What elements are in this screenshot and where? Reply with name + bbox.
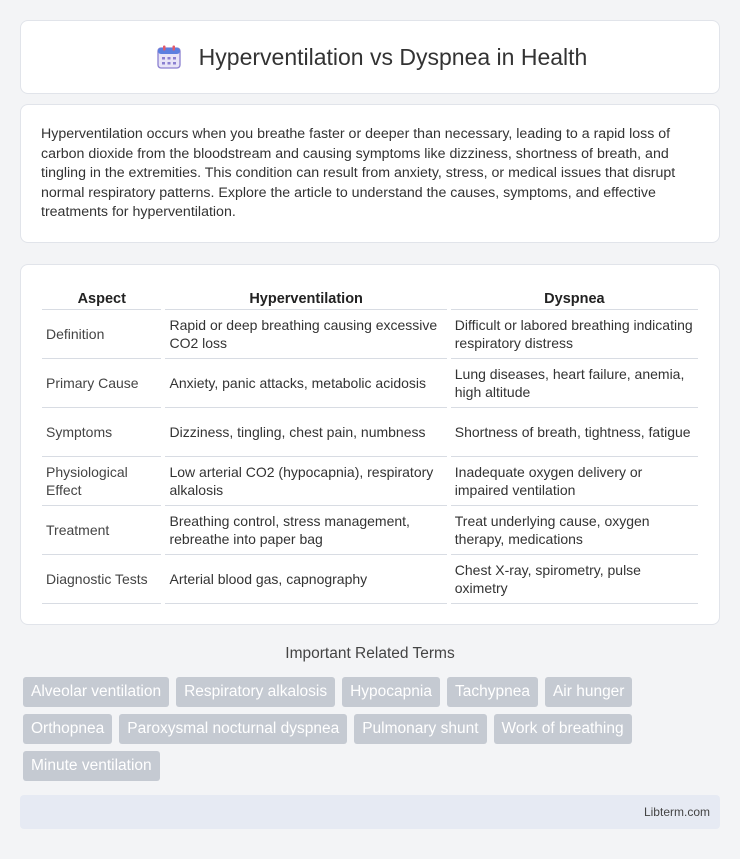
table-cell-hyperventilation: Anxiety, panic attacks, metabolic acidosis bbox=[165, 359, 446, 408]
footer bbox=[20, 795, 720, 829]
table-cell-aspect: Primary Cause bbox=[42, 359, 161, 408]
related-term-tag[interactable]: Respiratory alkalosis bbox=[176, 677, 335, 707]
intro-card bbox=[20, 104, 720, 243]
table-cell-dyspnea: Lung diseases, heart failure, anemia, high altitude bbox=[451, 359, 698, 408]
related-term-tag[interactable]: Tachypnea bbox=[447, 677, 538, 707]
related-term-tag[interactable]: Orthopnea bbox=[23, 714, 112, 744]
table-cell-dyspnea: Inadequate oxygen delivery or impaired ventilation bbox=[451, 457, 698, 506]
related-terms-list bbox=[23, 677, 723, 781]
header bbox=[153, 41, 588, 73]
table-cell-hyperventilation: Low arterial CO2 (hypocapnia), respiratory alkalosis bbox=[165, 457, 446, 506]
table-cell-hyperventilation: Rapid or deep breathing causing excessive CO2 loss bbox=[165, 310, 446, 359]
comparison-table-card bbox=[20, 264, 720, 625]
table-row bbox=[42, 408, 698, 457]
related-term-tag[interactable]: Work of breathing bbox=[494, 714, 632, 744]
table-cell-dyspnea: Treat underlying cause, oxygen therapy, medications bbox=[451, 506, 698, 555]
related-term-tag[interactable]: Hypocapnia bbox=[342, 677, 440, 707]
table-cell-dyspnea: Difficult or labored breathing indicating respiratory distress bbox=[451, 310, 698, 359]
table-cell-aspect: Definition bbox=[42, 310, 161, 359]
related-term-tag[interactable]: Paroxysmal nocturnal dyspnea bbox=[119, 714, 347, 744]
comparison-table bbox=[38, 285, 702, 604]
table-row bbox=[42, 359, 698, 408]
related-terms-title: Important Related Terms bbox=[285, 645, 455, 662]
table-cell-dyspnea: Shortness of breath, tightness, fatigue bbox=[451, 408, 698, 457]
related-term-tag[interactable]: Air hunger bbox=[545, 677, 633, 707]
column-header-aspect: Aspect bbox=[42, 285, 161, 310]
table-cell-dyspnea: Chest X-ray, spirometry, pulse oximetry bbox=[451, 555, 698, 604]
calendar-icon bbox=[153, 41, 185, 73]
table-cell-aspect: Treatment bbox=[42, 506, 161, 555]
related-term-tag[interactable]: Pulmonary shunt bbox=[354, 714, 486, 744]
table-row bbox=[42, 457, 698, 506]
table-header-row bbox=[42, 285, 698, 310]
table-row bbox=[42, 555, 698, 604]
column-header-hyperventilation: Hyperventilation bbox=[165, 285, 446, 310]
table-row bbox=[42, 310, 698, 359]
table-cell-aspect: Symptoms bbox=[42, 408, 161, 457]
table-row bbox=[42, 506, 698, 555]
related-term-tag[interactable]: Minute ventilation bbox=[23, 751, 160, 781]
table-cell-hyperventilation: Breathing control, stress management, rebreathe into paper bag bbox=[165, 506, 446, 555]
footer-site-link[interactable]: Libterm.com bbox=[643, 805, 710, 819]
page-title: Hyperventilation vs Dyspnea in Health bbox=[198, 43, 588, 70]
table-cell-aspect: Physiological Effect bbox=[42, 457, 161, 506]
table-cell-hyperventilation: Arterial blood gas, capnography bbox=[165, 555, 446, 604]
header-card bbox=[20, 20, 720, 94]
table-cell-aspect: Diagnostic Tests bbox=[42, 555, 161, 604]
column-header-dyspnea: Dyspnea bbox=[451, 285, 698, 310]
intro-text: Hyperventilation occurs when you breathe faster or deeper than necessary, leading to a rapid loss of carbon dioxide from the bloodstream and causing symptoms like dizziness, shortness of breath, and tingling in the extremities. This condition can result from anxiety, stress, or medical issues that disrupt normal respiratory patterns. Explore the article to understand the causes, symptoms, and effective treatments for hyperventilation. bbox=[41, 126, 676, 221]
related-term-tag[interactable]: Alveolar ventilation bbox=[23, 677, 169, 707]
table-cell-hyperventilation: Dizziness, tingling, chest pain, numbness bbox=[165, 408, 446, 457]
